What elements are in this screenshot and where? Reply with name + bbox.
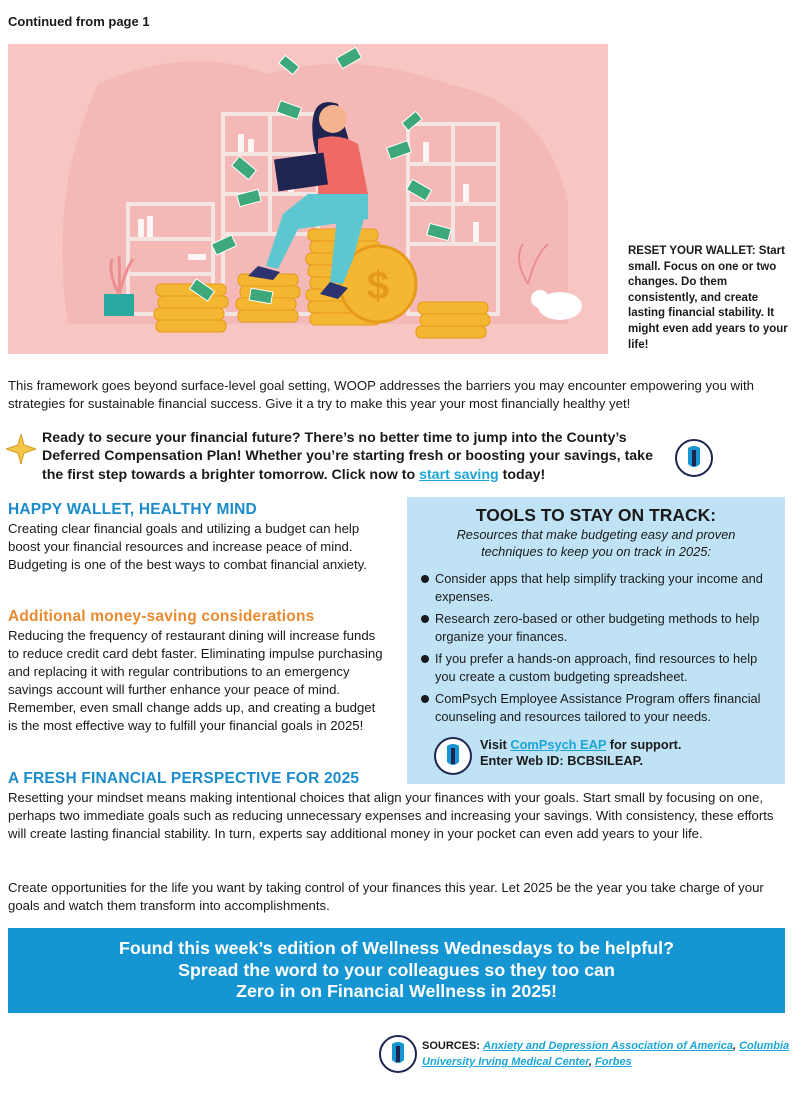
list-item (421, 650, 775, 686)
deferred-comp-cta (42, 429, 672, 484)
cta-text-before: Ready to secure your financial future? There’s no better time to jump into the County’s Deferred Compensation Plan! Whether you’re starting fresh or boosting your savings, take the first step towards a brighter tomorrow. Click now to (42, 430, 653, 483)
svg-text:$: $ (366, 264, 390, 308)
continued-label: Continued from page 1 (8, 14, 150, 29)
list-item-text: Research zero-based or other budgeting methods to help organize your finances. (435, 611, 760, 644)
list-item-text: If you prefer a hands-on approach, find resources to help you create a custom budgeting spreadsheet. (435, 651, 758, 684)
reset-caption-text: Start small. Focus on one or two changes. Do them consistently, and create lasting financial stability. It might even add years to your life! (628, 245, 788, 351)
additional-considerations-heading: Additional money-saving considerations (8, 608, 315, 625)
web-id: Enter Web ID: BCBSILEAP. (480, 753, 644, 768)
hero-illustration (8, 44, 608, 354)
reset-caption-title: RESET YOUR WALLET: (628, 245, 756, 257)
fresh-perspective-body: Resetting your mindset means making intentional choices that align your finances with your goals. Start small by focusing on one, perhaps two immediate goals such as reducing unnecessary expenses and increasing your savings. With consistency, these efforts will create lasting financial stability. In turn, experts say additional money in your pocket can even add years to your life. (8, 790, 774, 841)
tools-subtitle: Resources that make budgeting easy and proven techniques to keep you on track in 2025: (456, 527, 736, 559)
start-saving-link[interactable]: start saving (419, 466, 499, 483)
fresh-perspective-heading: A FRESH FINANCIAL PERSPECTIVE FOR 2025 (8, 770, 360, 787)
county-logo-icon (433, 736, 473, 781)
banner-line-2: Spread the word to your colleagues so they too can (178, 959, 615, 980)
bullet-icon (421, 655, 429, 663)
list-item-text: Consider apps that help simplify tracking your income and expenses. (435, 571, 763, 604)
happy-wallet-body: Creating clear financial goals and utilizing a budget can help boost your financial resources and increase peace of mind. Budgeting is one of the best ways to combat financial anxiety. (8, 521, 367, 572)
list-item (421, 570, 775, 606)
intro-paragraph: This framework goes beyond surface-level goal setting, WOOP addresses the barriers you may encounter empowering you with strategies for sustainable financial success. Give it a try to make this year your most financially healthy yet! (8, 378, 754, 411)
banner-line-3: Zero in on Financial Wellness in 2025! (236, 981, 557, 1002)
bullet-icon (421, 695, 429, 703)
additional-considerations-body: Reducing the frequency of restaurant dining will increase funds to reduce credit card debt faster. Eliminating impulse purchasing and replacing it with regular contributions to an emergency savings account will further enhance your peace of mind. Remember, even small change adds up, and creating a budget is the most effective way to fulfill your financial goals in 2025! (8, 628, 383, 733)
reset-wallet-caption (628, 244, 788, 353)
tools-panel (407, 497, 785, 784)
visit-text-after: for support. (606, 737, 682, 752)
list-item-text: ComPsych Employee Assistance Program offers financial counseling and resources tailored to your needs. (435, 691, 761, 724)
list-item (421, 690, 775, 726)
source-link-forbes[interactable]: Forbes (595, 1056, 632, 1068)
list-item (421, 610, 775, 646)
source-link-adaa[interactable]: Anxiety and Depression Association of America (483, 1040, 733, 1052)
tools-list (421, 570, 775, 730)
banner-line-1: Found this week’s edition of Wellness Wednesdays to be helpful? (119, 938, 674, 958)
county-logo-icon (674, 438, 714, 483)
create-opportunities-paragraph: Create opportunities for the life you want by taking control of your finances this year. Let 2025 be the year you take charge of your goals and watch them transform into accomplishments. (8, 880, 764, 913)
sources-label: SOURCES: (422, 1040, 481, 1052)
county-logo-icon (378, 1034, 418, 1079)
source-link-columbia[interactable]: Columbia University Irving Medical Center (422, 1040, 790, 1068)
bullet-icon (421, 615, 429, 623)
bullet-icon (421, 575, 429, 583)
visit-eap (480, 737, 770, 769)
tools-title: TOOLS TO STAY ON TRACK: (475, 505, 717, 525)
visit-text-before: Visit (480, 737, 511, 752)
sources: SOURCES: Anxiety and Depression Association of America, Columbia University Irving Medical Center, Forbes (422, 1040, 790, 1068)
happy-wallet-heading: HAPPY WALLET, HEALTHY MIND (8, 501, 257, 518)
cta-text-after: today! (498, 466, 546, 483)
compsych-eap-link[interactable]: ComPsych EAP (510, 737, 607, 752)
star-icon (6, 434, 36, 469)
feedback-banner (8, 928, 785, 1013)
